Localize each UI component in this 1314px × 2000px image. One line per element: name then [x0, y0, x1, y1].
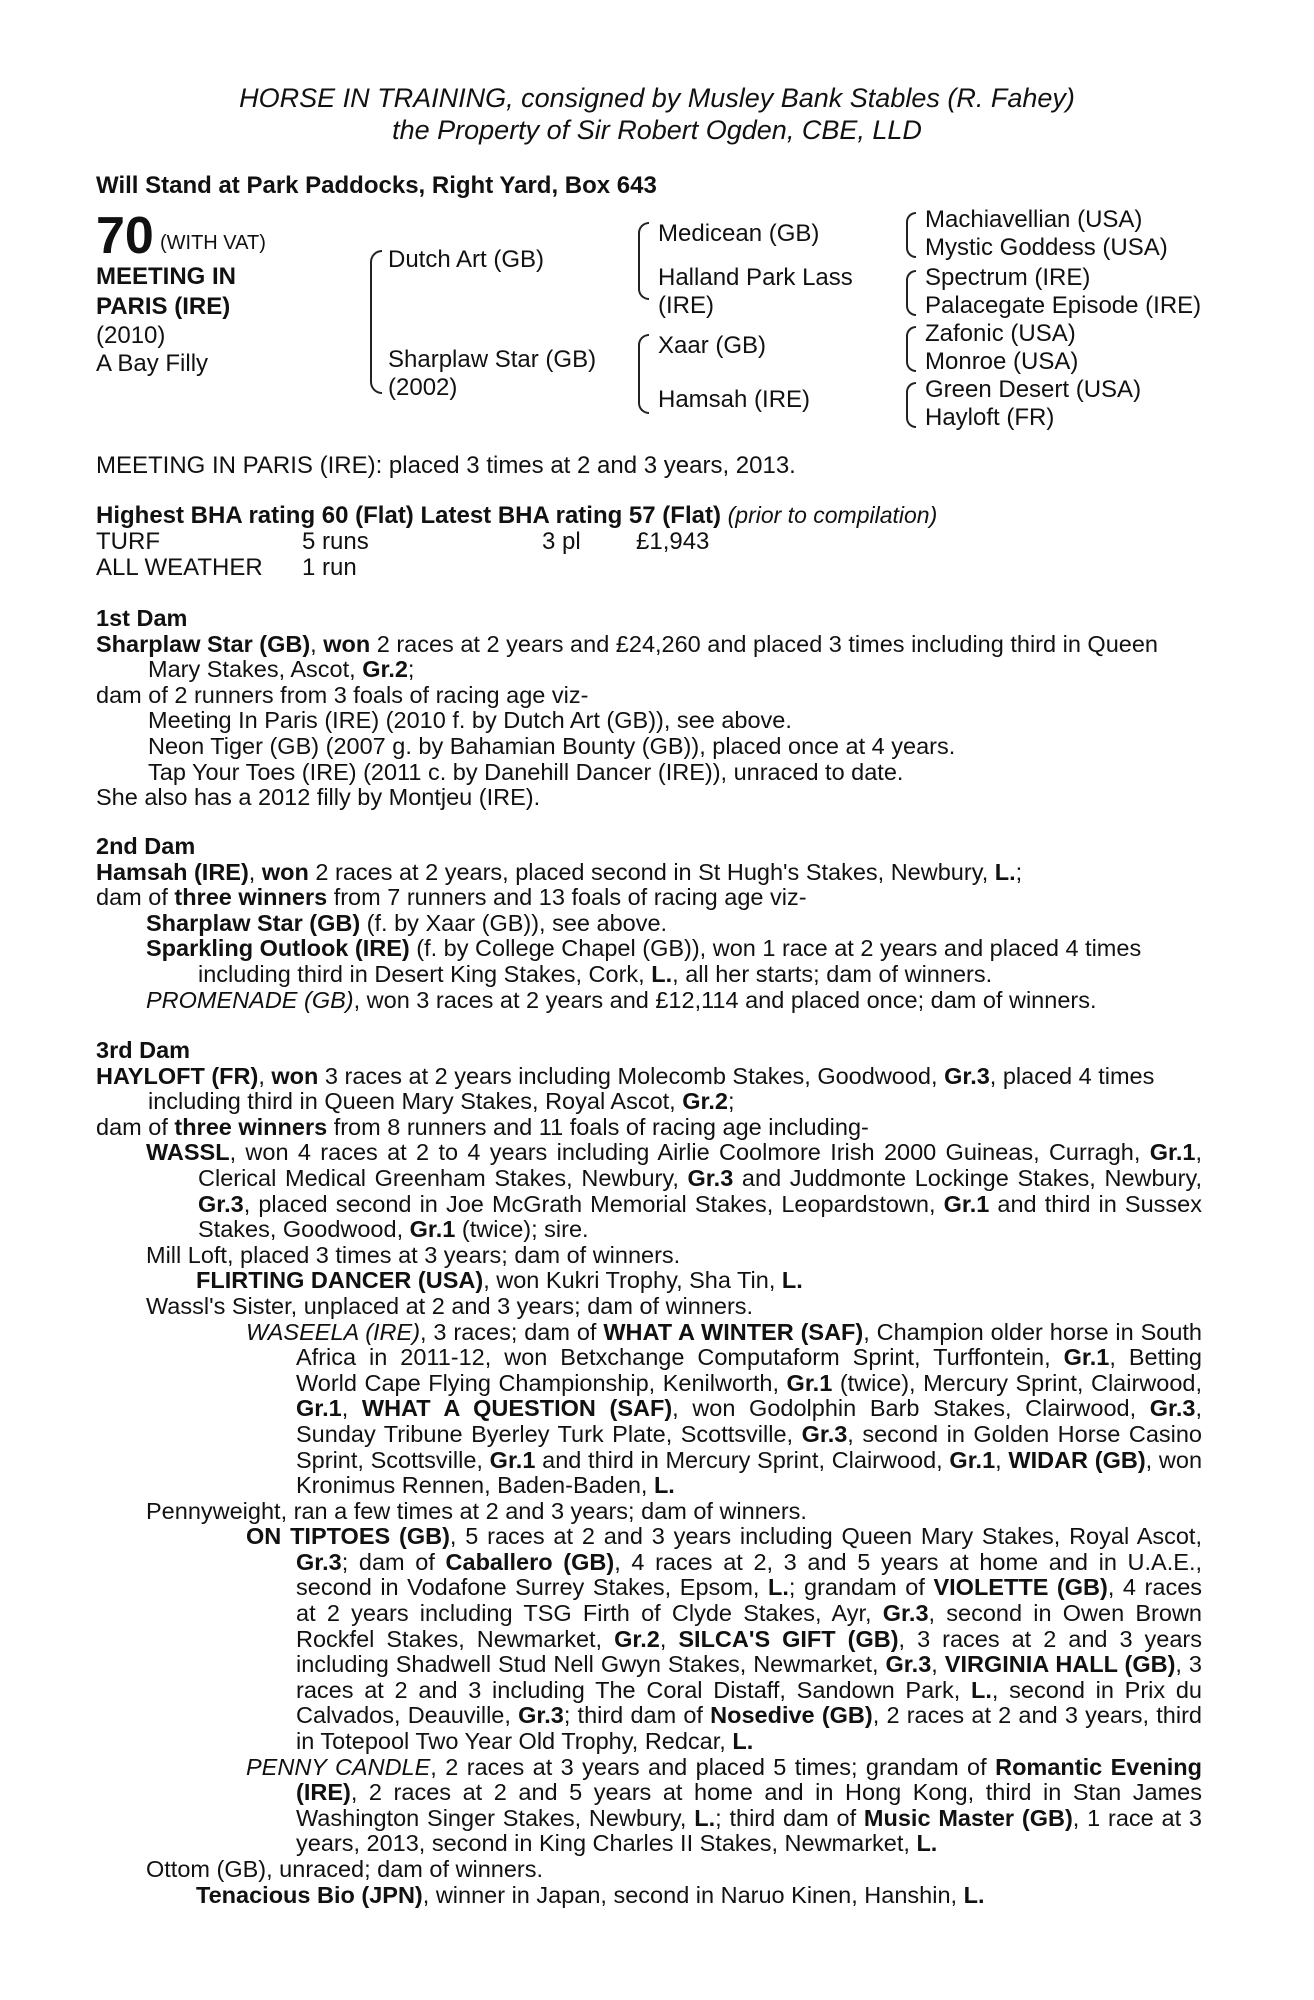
sire-parents-bracket — [638, 222, 649, 300]
stand-location: Will Stand at Park Paddocks, Right Yard, Box 643 — [96, 172, 657, 199]
first-dam-offspring: Neon Tiger (GB) (2007 g. by Bahamian Bounty (GB)), placed once at 4 years. — [148, 732, 956, 759]
lot-number: 70 — [96, 207, 154, 265]
first-dam-offspring: Tap Your Toes (IRE) (2011 c. by Danehill Dancer (IRE)), unraced to date. — [148, 758, 904, 785]
pedigree-dam-line2: (2002) — [388, 374, 458, 401]
vat-note: (WITH VAT) — [160, 232, 266, 254]
dam-parents-bracket — [638, 334, 649, 414]
second-dam-offspring: PROMENADE (GB), won 3 races at 2 years and £12,114 and placed once; dam of winners. — [146, 986, 1097, 1013]
second-dam-section — [96, 834, 1202, 1013]
horse-name — [96, 262, 236, 322]
horse-name-line2: PARIS (IRE) — [96, 293, 231, 320]
first-dam-record: Sharplaw Star (GB), won 2 races at 2 years and £24,260 and placed 3 times including third in Queen Mary Stakes, Ascot, Gr.2; — [96, 630, 1158, 683]
header-consignor: HORSE IN TRAINING, consigned by Musley Bank Stables (R. Fahey) — [239, 83, 1075, 113]
pedigree-gen3-6: Monroe (USA) — [925, 348, 1079, 375]
grandparents-bracket-1 — [906, 212, 916, 258]
second-dam-produce-intro: dam of three winners from 7 runners and 13 foals of racing age viz- — [96, 884, 807, 911]
first-dam-heading: 1st Dam — [96, 605, 188, 631]
horse-description: A Bay Filly — [96, 350, 209, 377]
pedigree-gen3-8: Hayloft (FR) — [925, 404, 1055, 431]
turf-label: TURF — [96, 528, 160, 555]
turf-earnings: £1,943 — [636, 528, 710, 555]
third-dam-section — [96, 1038, 1202, 1908]
third-dam-offspring-ottom: Ottom (GB), unraced; dam of winners. — [146, 1856, 544, 1882]
third-dam-grandoffspring-tenacious-bio: Tenacious Bio (JPN), winner in Japan, second in Naruo Kinen, Hanshin, L. — [196, 1881, 985, 1908]
pedigree-sire-dam-line2: (IRE) — [658, 292, 714, 319]
pedigree-sire: Dutch Art (GB) — [388, 246, 545, 273]
grandparents-bracket-3 — [906, 326, 916, 372]
third-dam-grandoffspring-on-tiptoes: ON TIPTOES (GB), 5 races at 2 and 3 years including Queen Mary Stakes, Royal Ascot, Gr.3; dam of Caballero (GB), 4 races at 2, 3 and 5 years at home and in U.A.E., second in Vodafone Surrey Stakes, Epsom, L.; grandam of VIOLETTE (GB), 4 races at 2 years including TSG Firth of Clyde Stakes, Ayr, Gr.3, second in Owen Brown Rockfel Stakes, Newmarket, Gr.2, SILCA'S GIFT (GB), 3 races at 2 and 3 years including Shadwell Stud Nell Gwyn Stakes, Newmarket, Gr.3, VIRGINIA HALL (GB), 3 races at 2 and 3 including The Coral Distaff, Sandown Park, L., second in Prix du Calvados, Deauville, Gr.3; third dam of Nosedive (GB), 2 races at 2 and 3 years, third in Totepool Two Year Old Trophy, Redcar, L. — [246, 1523, 1203, 1755]
third-dam-offspring-wassls-sister: Wassl's Sister, unplaced at 2 and 3 years; dam of winners. — [146, 1292, 754, 1319]
turf-placed: 3 pl — [542, 528, 581, 555]
pedigree-gen3-3: Spectrum (IRE) — [925, 264, 1091, 291]
aw-runs: 1 run — [302, 554, 357, 581]
pedigree-gen3-2: Mystic Goddess (USA) — [925, 234, 1168, 261]
third-dam-heading: 3rd Dam — [96, 1037, 191, 1063]
grandparents-bracket-4 — [906, 382, 916, 428]
first-dam-section — [96, 606, 1202, 811]
pedigree-dam-line1: Sharplaw Star (GB) — [388, 346, 597, 373]
pedigree-gen3-7: Green Desert (USA) — [925, 376, 1142, 403]
first-dam-offspring: Meeting In Paris (IRE) (2010 f. by Dutch Art (GB)), see above. — [148, 707, 792, 734]
aw-label: ALL WEATHER — [96, 554, 263, 581]
second-dam-heading: 2nd Dam — [96, 833, 196, 859]
second-dam-record: Hamsah (IRE), won 2 races at 2 years, placed second in St Hugh's Stakes, Newbury, L.; — [96, 858, 1023, 885]
pedigree-gen3-4: Palacegate Episode (IRE) — [925, 292, 1202, 319]
sire-dam-bracket — [370, 250, 382, 394]
bha-ratings — [96, 502, 937, 530]
third-dam-grandoffspring-flirting: FLIRTING DANCER (USA), won Kukri Trophy, Sha Tin, L. — [196, 1267, 803, 1294]
pedigree-dam-sire: Xaar (GB) — [658, 332, 767, 359]
second-dam-offspring: Sparkling Outlook (IRE) (f. by College Chapel (GB)), won 1 race at 2 years and placed 4 times including third in Desert King Stakes, Cork, L., all her starts; dam of winners. — [146, 935, 1142, 987]
pedigree-sire-sire: Medicean (GB) — [658, 220, 820, 247]
pedigree-dam-dam: Hamsah (IRE) — [658, 386, 811, 413]
turf-runs: 5 runs — [302, 528, 369, 555]
race-summary: MEETING IN PARIS (IRE): placed 3 times at 2 and 3 years, 2013. — [96, 452, 796, 479]
third-dam-offspring-wassl: WASSL, won 4 races at 2 to 4 years including Airlie Coolmore Irish 2000 Guineas, Curragh, Gr.1, Clerical Medical Greenham Stakes, Newbury, Gr.3 and Juddmonte Lockinge Stakes, Newbury, Gr.3, placed second in Joe McGrath Memorial Stakes, Leopardstown, Gr.1 and third in Sussex Stakes, Goodwood, Gr.1 (twice); sire. — [146, 1139, 1202, 1243]
grandparents-bracket-2 — [906, 270, 916, 316]
header-property: the Property of Sir Robert Ogden, CBE, LLD — [392, 115, 922, 145]
first-dam-also: She also has a 2012 filly by Montjeu (IRE). — [96, 784, 541, 811]
horse-name-line1: MEETING IN — [96, 263, 237, 290]
second-dam-offspring: Sharplaw Star (GB) (f. by Xaar (GB)), see above. — [146, 909, 668, 936]
horse-year: (2010) — [96, 322, 166, 349]
third-dam-produce-intro: dam of three winners from 8 runners and 11 foals of racing age including- — [96, 1113, 869, 1140]
third-dam-offspring-pennyweight: Pennyweight, ran a few times at 2 and 3 years; dam of winners. — [146, 1497, 807, 1524]
third-dam-grandoffspring-penny-candle: PENNY CANDLE, 2 races at 3 years and placed 5 times; grandam of Romantic Evening (IRE), 2 races at 2 and 5 years at home and in Hong Kong, third in Stan James Washington Singer Stakes, Newbury, L.; third dam of Music Master (GB), 1 race at 3 years, 2013, second in King Charles II Stakes, Newmarket, L. — [246, 1753, 1202, 1857]
third-dam-grandoffspring-waseela: WASEELA (IRE), 3 races; dam of WHAT A WINTER (SAF), Champion older horse in South Africa in 2011-12, won Betxchange Computaform Sprint, Turffontein, Gr.1, Betting World Cape Flying Championship, Kenilworth, Gr.1 (twice), Mercury Sprint, Clairwood, Gr.1, WHAT A QUESTION (SAF), won Godolphin Barb Stakes, Clairwood, Gr.3, Sunday Tribune Byerley Turk Plate, Scottsville, Gr.3, second in Golden Horse Casino Sprint, Scottsville, Gr.1 and third in Mercury Sprint, Clairwood, Gr.1, WIDAR (GB), won Kronimus Rennen, Baden-Baden, L. — [246, 1318, 1203, 1499]
pedigree-gen3-1: Machiavellian (USA) — [925, 206, 1143, 233]
third-dam-record: HAYLOFT (FR), won 3 races at 2 years including Molecomb Stakes, Goodwood, Gr.3, placed 4 times including third in Queen Mary Stakes, Royal Ascot, Gr.2; — [96, 1062, 1155, 1115]
pedigree-gen3-5: Zafonic (USA) — [925, 320, 1076, 347]
rating-note: (prior to compilation) — [727, 502, 938, 528]
rating-heading: Highest BHA rating 60 (Flat) Latest BHA rating 57 (Flat) — [96, 502, 721, 529]
pedigree-sire-dam-line1: Halland Park Lass — [658, 264, 853, 291]
third-dam-offspring-millloft: Mill Loft, placed 3 times at 3 years; dam of winners. — [146, 1241, 681, 1268]
first-dam-produce-intro: dam of 2 runners from 3 foals of racing age viz- — [96, 681, 589, 708]
